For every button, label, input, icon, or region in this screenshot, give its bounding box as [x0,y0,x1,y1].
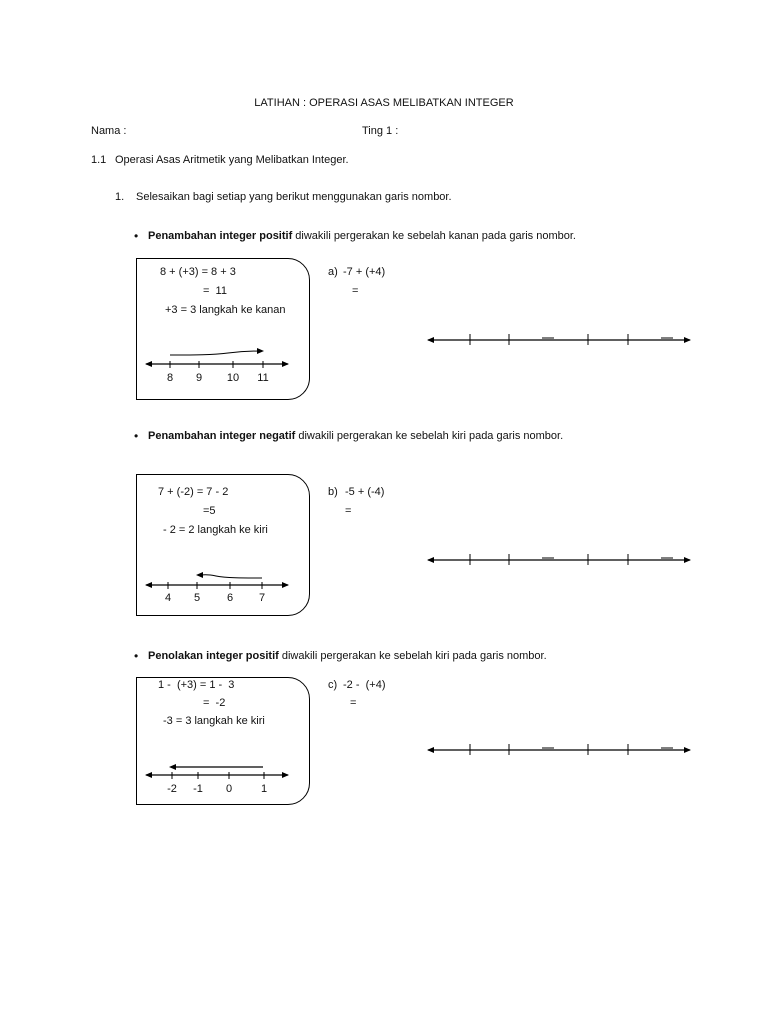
exercise-expression: -5 + (-4) [345,486,385,498]
exercise-equals: = [352,285,359,297]
arrowhead-right [684,747,691,753]
exercise-equals: = [345,505,352,517]
arrowhead-right [684,557,691,563]
number-line-label: -1 [193,783,203,795]
rule-statement [148,429,563,443]
number-line-label: 7 [258,592,266,604]
arrowhead-right [282,361,289,367]
number-line-label: 9 [195,372,203,384]
number-line-label: 8 [166,372,174,384]
rule-description: diwakili pergerakan ke sebelah kanan pada garis nombor. [292,230,576,242]
example-number-line [140,752,296,784]
example-number-line [140,562,296,594]
exercise-expression: -2 - (+4) [343,679,386,691]
number-line-label: 11 [257,372,269,384]
arrowhead-left [427,337,434,343]
exercise-label: a) [328,266,338,278]
rule-keyword: Penambahan integer negatif [148,430,296,442]
example-line: 8 + (+3) = 8 + 3 [160,266,236,278]
rule-description: diwakili pergerakan ke sebelah kiri pada garis nombor. [295,430,564,442]
rule-description: diwakili pergerakan ke sebelah kiri pada garis nombor. [278,650,547,662]
arrowhead-right [282,582,289,588]
example-line: - 2 = 2 langkah ke kiri [163,524,268,536]
exercise-number-line [424,330,694,350]
example-line: = 11 [203,285,227,297]
example-line: 1 - (+3) = 1 - 3 [158,679,235,691]
arrowhead-left [145,361,152,367]
section-title: Operasi Asas Aritmetik yang Melibatkan Integer. [115,154,349,166]
number-line-label: 5 [193,592,201,604]
movement-arrow [201,575,262,578]
exercise-label: b) [328,486,338,498]
exercise-number-line [424,550,694,570]
arrowhead-left [427,557,434,563]
exercise-expression: -7 + (+4) [343,266,386,278]
example-line: =5 [203,505,216,517]
worksheet-title: LATIHAN : OPERASI ASAS MELIBATKAN INTEGER [254,97,514,109]
bullet-icon [134,229,138,243]
movement-arrowhead [257,348,264,354]
example-line: = -2 [203,697,226,709]
example-number-line [140,340,296,372]
number-line-label: 0 [225,783,233,795]
section-number: 1.1 [91,154,107,166]
bullet-icon [134,649,138,663]
movement-arrowhead [169,764,176,770]
number-line-label: 1 [260,783,268,795]
bullet-icon [134,429,138,443]
example-line: -3 = 3 langkah ke kiri [163,715,265,727]
exercise-equals: = [350,697,357,709]
rule-keyword: Penambahan integer positif [148,230,293,242]
rule-statement [148,649,547,663]
arrowhead-left [145,772,152,778]
name-label: Nama : [91,125,127,137]
example-box [136,258,310,400]
movement-arrowhead [196,572,203,578]
example-line: 7 + (-2) = 7 - 2 [158,486,229,498]
class-label: Ting 1 : [362,125,399,137]
arrowhead-left [427,747,434,753]
arrowhead-right [282,772,289,778]
movement-arrow [170,351,260,355]
rule-statement [148,229,576,243]
exercise-label: c) [328,679,338,691]
question-number: 1. [115,191,125,203]
exercise-number-line [424,740,694,760]
arrowhead-right [684,337,691,343]
number-line-label: 4 [164,592,172,604]
question-text: Selesaikan bagi setiap yang berikut menggunakan garis nombor. [136,191,452,203]
rule-keyword: Penolakan integer positif [148,650,279,662]
number-line-label: -2 [167,783,177,795]
arrowhead-left [145,582,152,588]
number-line-label: 10 [226,372,240,384]
number-line-label: 6 [226,592,234,604]
example-line: +3 = 3 langkah ke kanan [165,304,286,316]
